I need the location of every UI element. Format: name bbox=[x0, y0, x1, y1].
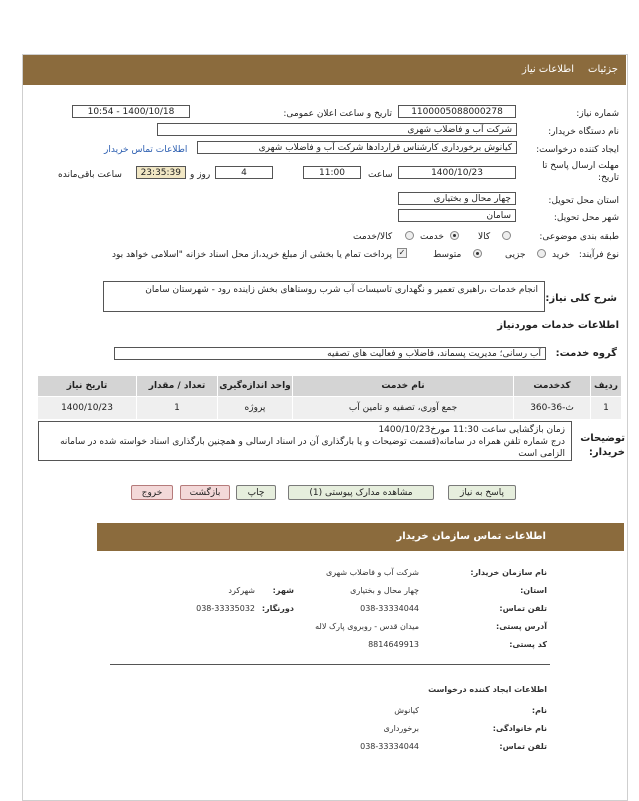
radio-service-label: خدمت bbox=[420, 232, 444, 242]
announce-label: تاریخ و ساعت اعلان عمومی: bbox=[283, 109, 392, 119]
time-label: ساعت bbox=[368, 170, 393, 180]
print-button[interactable]: چاپ bbox=[236, 485, 276, 500]
buyer-notes-line2: درج شماره تلفن همراه در سامانه(قسمت توضیحات و یا بارگذاری آن در اسناد ارسالی و همچنین بارگذاری اسناد خواسته شده در سامانه الزامی است bbox=[60, 437, 565, 459]
requester-first: کیانوش bbox=[394, 706, 419, 715]
buyer-notes-box bbox=[38, 421, 572, 461]
contact-org-label: نام سازمان خریدار: bbox=[470, 568, 547, 577]
creator-label: ایجاد کننده درخواست: bbox=[536, 145, 619, 155]
requester-phone: 038-33334044 bbox=[360, 742, 419, 751]
process-buy: خرید bbox=[552, 250, 570, 260]
tab-need-info[interactable]: اطلاعات نیاز bbox=[522, 64, 574, 75]
days-field: 4 bbox=[215, 166, 273, 179]
contact-address-label: آدرس پستی: bbox=[496, 622, 547, 631]
items-table bbox=[37, 375, 622, 420]
contact-divider bbox=[110, 664, 550, 665]
contact-province-label: استان: bbox=[520, 586, 547, 595]
contact-city: شهرکرد bbox=[228, 586, 255, 595]
remaining-label: ساعت باقی‌مانده bbox=[58, 170, 122, 180]
buyer-notes-line1: زمان بازگشایی ساعت 11:30 مورخ1400/10/23 bbox=[378, 425, 565, 435]
city-label: شهر محل تحویل: bbox=[553, 213, 619, 223]
requester-first-label: نام: bbox=[531, 706, 547, 715]
city-field: سامان bbox=[398, 209, 516, 222]
requester-last: برخورداری bbox=[383, 724, 419, 733]
contact-title-bar bbox=[97, 523, 624, 551]
deadline-date-field: 1400/10/23 bbox=[398, 166, 516, 179]
contact-title: اطلاعات تماس سازمان خریدار bbox=[396, 531, 546, 542]
requester-phone-label: تلفن تماس: bbox=[499, 742, 547, 751]
requester-last-label: نام خانوادگی: bbox=[492, 724, 547, 733]
deadline-time-field: 11:00 bbox=[303, 166, 361, 179]
contact-postal-label: کد پستی: bbox=[509, 640, 547, 649]
cell-name: جمع آوری، تصفیه و تامین آب bbox=[293, 397, 514, 420]
buyer-notes-label: توضیحات خریدار: bbox=[580, 433, 625, 458]
tab-details[interactable]: جزئیات bbox=[588, 64, 618, 75]
need-number-field: 1100005088000278 bbox=[398, 105, 516, 118]
col-code: کدخدمت bbox=[514, 376, 591, 397]
creator-field: کیانوش برخورداری کارشناس قراردادها شرکت آب و فاضلاب شهری bbox=[197, 141, 517, 154]
cell-code: ث-36-360 bbox=[514, 397, 591, 420]
exit-button[interactable]: خروج bbox=[131, 485, 173, 500]
contact-phone-label: تلفن تماس: bbox=[499, 604, 547, 613]
contact-fax: 038-33335032 bbox=[196, 604, 255, 613]
category-label: طبقه بندی موضوعی: bbox=[539, 232, 619, 242]
province-field: چهار محال و بختیاری bbox=[398, 192, 516, 205]
reply-button[interactable]: پاسخ به نیاز bbox=[448, 485, 516, 500]
buyer-org-label: نام دستگاه خریدار: bbox=[548, 127, 619, 137]
contact-province: چهار محال و بختیاری bbox=[350, 586, 419, 595]
days-label: روز و bbox=[190, 170, 211, 180]
summary-text: انجام خدمات ،راهبری تعمیر و نگهداری تاسیسات آب شرب روستاهای بخش زاینده رود - شهرستان سامان bbox=[145, 285, 538, 295]
radio-medium[interactable] bbox=[473, 249, 482, 258]
summary-box bbox=[103, 281, 545, 312]
cell-qty: 1 bbox=[137, 397, 218, 420]
province-label: استان محل تحویل: bbox=[548, 196, 619, 206]
remaining-time-field: 23:35:39 bbox=[136, 166, 186, 179]
cell-date: 1400/10/23 bbox=[38, 397, 137, 420]
process-label: نوع فرآیند: bbox=[578, 250, 619, 260]
table-row bbox=[38, 397, 622, 420]
top-tab-bar bbox=[23, 55, 626, 85]
service-group-field: آب رسانی؛ مدیریت پسماند، فاضلاب و فعالیت های تصفیه bbox=[114, 347, 546, 360]
buyer-contact-link[interactable]: اطلاعات تماس خریدار bbox=[104, 145, 188, 155]
radio-partial-label: جزیی bbox=[505, 250, 526, 260]
col-name: نام خدمت bbox=[293, 376, 514, 397]
buyer-org-field: شرکت آب و فاضلاب شهری bbox=[157, 123, 517, 136]
attachments-button[interactable]: مشاهده مدارک پیوستی (1) bbox=[288, 485, 434, 500]
contact-city-label: شهر: bbox=[272, 586, 294, 595]
service-group-label: گروه خدمت: bbox=[555, 348, 617, 359]
col-date: تاریخ نیاز bbox=[38, 376, 137, 397]
need-number-label: شماره نیاز: bbox=[576, 109, 619, 119]
radio-goods[interactable] bbox=[502, 231, 511, 240]
cell-row: 1 bbox=[591, 397, 622, 420]
radio-goods-service[interactable] bbox=[405, 231, 414, 240]
contact-postal: 8814649913 bbox=[368, 640, 419, 649]
radio-goods-service-label: کالا/خدمت bbox=[353, 232, 393, 242]
back-button[interactable]: بازگشت bbox=[180, 485, 230, 500]
col-qty: تعداد / مقدار bbox=[137, 376, 218, 397]
payment-checkbox[interactable]: ✓ bbox=[398, 248, 406, 257]
contact-org: شرکت آب و فاضلاب شهری bbox=[326, 568, 419, 577]
deadline-label: مهلت ارسال پاسخ تا تاریخ: bbox=[542, 161, 619, 183]
radio-goods-label: کالا bbox=[478, 232, 491, 242]
col-row: ردیف bbox=[591, 376, 622, 397]
radio-partial[interactable] bbox=[537, 249, 546, 258]
payment-note: پرداخت تمام یا بخشی از مبلغ خرید،از محل اسناد خزانه "اسلامی خواهد بود bbox=[111, 250, 392, 260]
announce-field: 1400/10/18 - 10:54 bbox=[72, 105, 190, 118]
radio-service[interactable] bbox=[450, 231, 459, 240]
col-unit: واحد اندازه‌گیری bbox=[218, 376, 293, 397]
summary-label: شرح کلی نیاز: bbox=[545, 293, 617, 304]
requester-title: اطلاعات ایجاد کننده درخواست bbox=[428, 685, 547, 694]
contact-phone: 038-33334044 bbox=[360, 604, 419, 613]
table-header-row bbox=[38, 376, 622, 397]
contact-address: میدان قدس - روبروی پارک لاله bbox=[315, 622, 419, 631]
contact-fax-label: دورنگار: bbox=[261, 604, 294, 613]
services-title: اطلاعات خدمات موردنیاز bbox=[497, 320, 619, 331]
radio-medium-label: متوسط bbox=[433, 250, 462, 260]
cell-unit: پروژه bbox=[218, 397, 293, 420]
